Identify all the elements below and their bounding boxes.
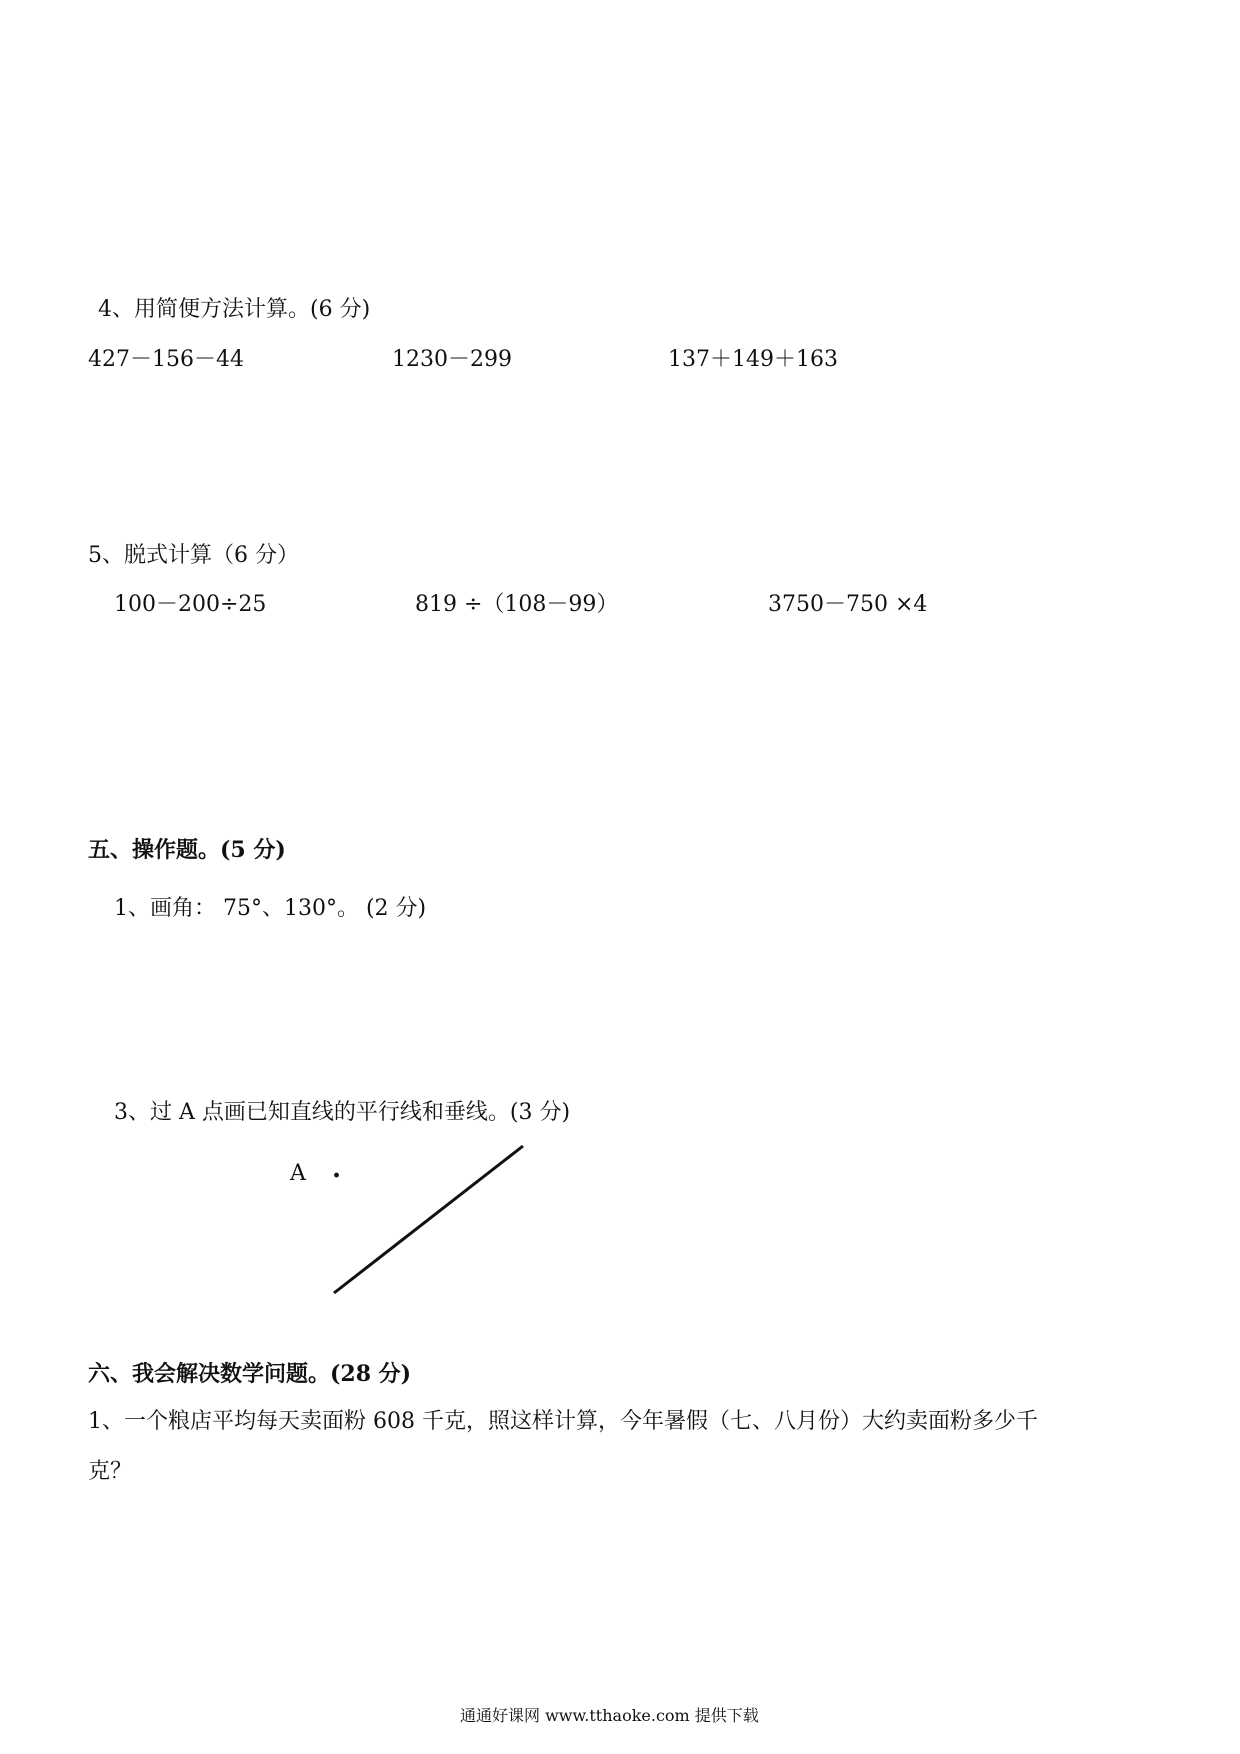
point-a-dot: . (332, 1154, 342, 1184)
footer-text: 通通好课网 www.tthaoke.com 提供下载 (460, 1706, 759, 1725)
section4-title: 4、用简便方法计算。(6 分) (98, 297, 371, 322)
problem-4-2: 1230－299 (392, 347, 512, 372)
part6-q1-line1: 1、一个粮店平均每天卖面粉 608 千克，照这样计算，今年暑假（七、八月份）大约卖面粉多少千 (88, 1409, 1038, 1434)
problem-5-3: 3750－750 ×4 (768, 592, 928, 617)
part5-q1: 1、画角： 75°、130°。 (2 分) (114, 896, 427, 921)
problem-4-3: 137＋149＋163 (668, 347, 838, 372)
problem-5-1: 100－200÷25 (114, 592, 267, 617)
part6-title: 六、我会解决数学问题。(28 分) (88, 1361, 412, 1387)
point-a-label: A (290, 1161, 306, 1186)
part6-q1-line2: 克？ (88, 1459, 133, 1484)
part5-title: 五、操作题。(5 分) (88, 837, 286, 863)
section5-title: 5、脱式计算（6 分） (88, 543, 299, 568)
part5-q3: 3、过 A 点画已知直线的平行线和垂线。(3 分) (114, 1100, 571, 1125)
problem-5-2: 819 ÷（108－99） (415, 592, 619, 617)
given-line (334, 1146, 523, 1293)
problem-4-1: 427－156－44 (88, 347, 244, 372)
